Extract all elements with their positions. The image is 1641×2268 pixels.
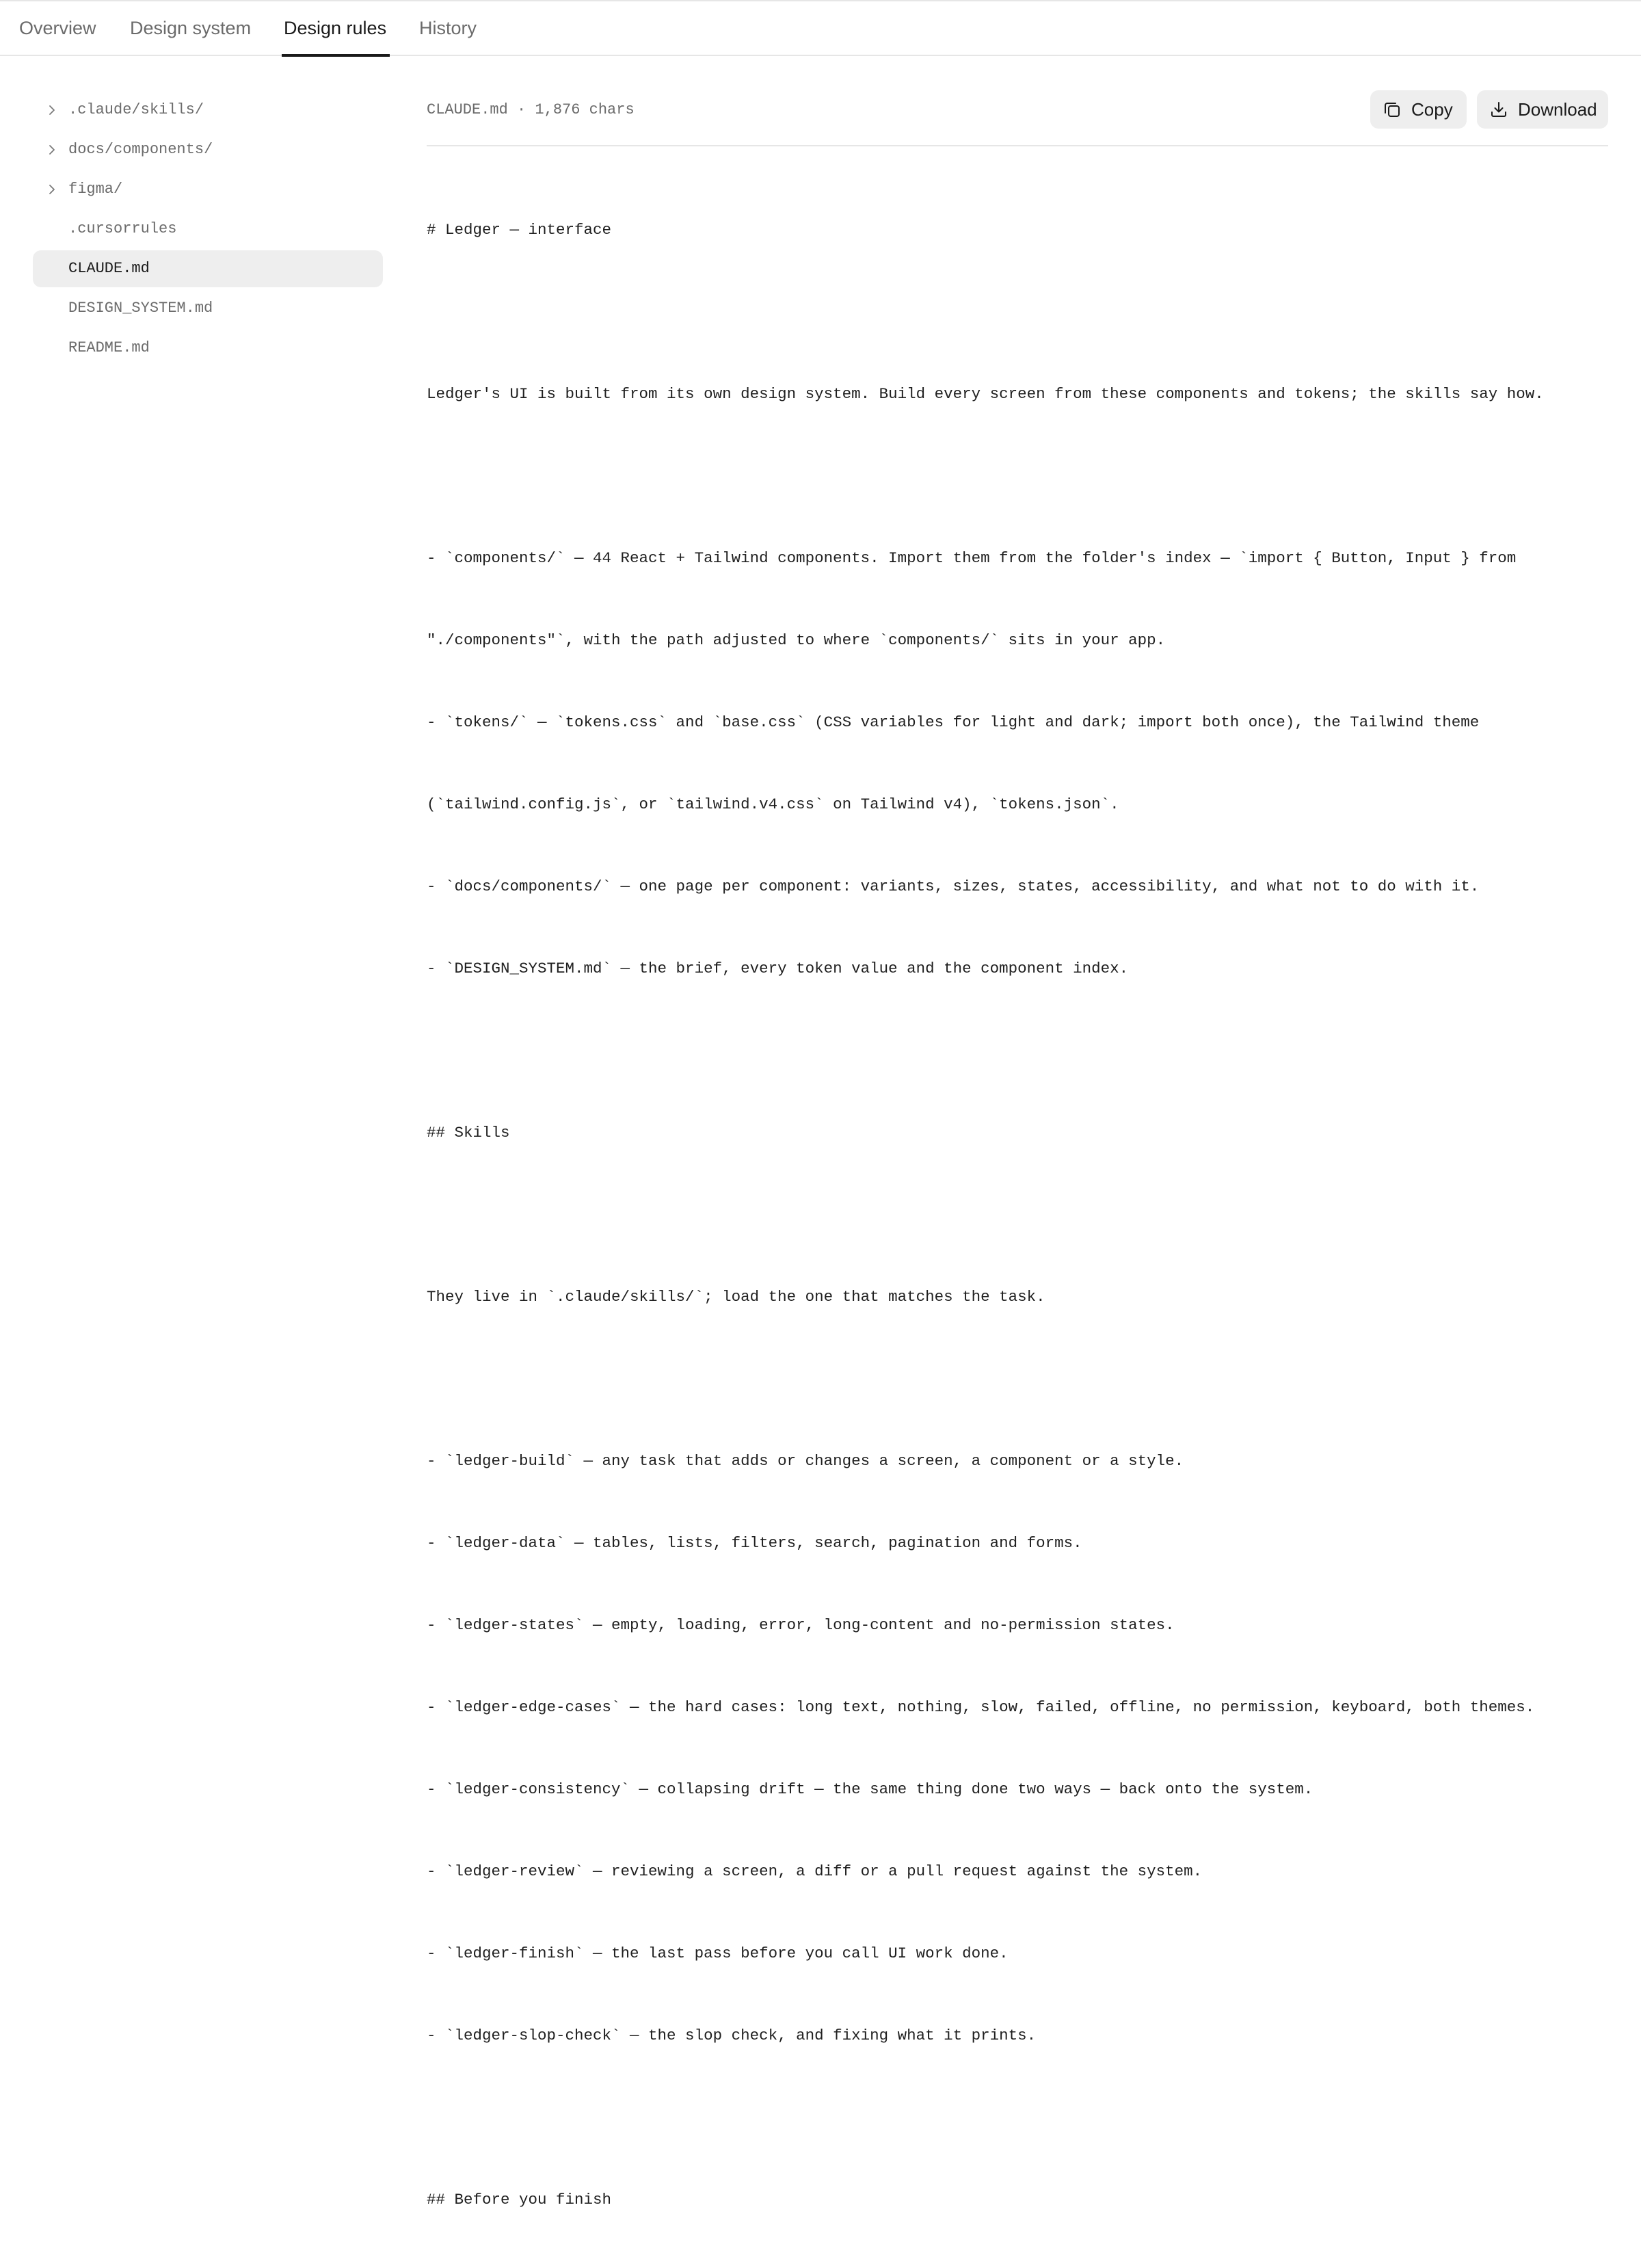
tree-folder-claude-skills[interactable] bbox=[33, 92, 383, 129]
tab-history[interactable]: History bbox=[419, 18, 477, 38]
chevron-right-icon bbox=[46, 144, 57, 156]
doc-line: "./components"`, with the path adjusted to where `components/` sits in your app. bbox=[427, 631, 1166, 649]
doc-line: - `ledger-states` — empty, loading, error, long-content and no-permission states. bbox=[427, 1616, 1175, 1634]
tab-overview[interactable]: Overview bbox=[19, 18, 96, 38]
tree-item-label: docs/components/ bbox=[68, 141, 213, 158]
doc-line: - `docs/components/` — one page per component: variants, sizes, states, accessibility, and what not to do with it. bbox=[427, 878, 1480, 895]
download-button-label: Download bbox=[1518, 99, 1597, 120]
tree-folder-docs-components[interactable] bbox=[33, 131, 383, 168]
doc-line: - `ledger-consistency` — collapsing drift — the same thing done two ways — back onto the system. bbox=[427, 1780, 1313, 1798]
doc-line: - `ledger-slop-check` — the slop check, and fixing what it prints. bbox=[427, 2027, 1037, 2044]
tree-item-label: README.md bbox=[68, 339, 150, 356]
file-tree bbox=[33, 92, 383, 369]
active-tab-indicator bbox=[282, 54, 390, 57]
download-icon bbox=[1489, 100, 1508, 119]
doc-line: (`tailwind.config.js`, or `tailwind.v4.css` on Tailwind v4), `tokens.json`. bbox=[427, 795, 1119, 813]
doc-line bbox=[427, 1201, 1608, 1228]
doc-line: They live in `.claude/skills/`; load the one that matches the task. bbox=[427, 1288, 1045, 1306]
tree-file-cursorrules[interactable] bbox=[33, 211, 383, 248]
doc-line bbox=[427, 1365, 1608, 1393]
doc-line bbox=[427, 2104, 1608, 2131]
doc-line: ## Skills bbox=[427, 1124, 510, 1142]
tree-item-label: .cursorrules bbox=[68, 220, 177, 237]
copy-icon bbox=[1383, 100, 1402, 119]
doc-line: - `tokens/` — `tokens.css` and `base.css` (CSS variables for light and dark; import both once), the Tailwind theme bbox=[427, 713, 1480, 731]
file-viewer bbox=[427, 90, 1608, 2208]
doc-line bbox=[427, 298, 1608, 326]
doc-line: # Ledger — interface bbox=[427, 221, 612, 239]
tab-bar bbox=[0, 1, 1641, 56]
download-button[interactable] bbox=[1477, 90, 1608, 129]
chevron-right-icon bbox=[46, 104, 57, 116]
doc-line: - `ledger-finish` — the last pass before you call UI work done. bbox=[427, 1944, 1009, 1962]
tree-item-label: .claude/skills/ bbox=[68, 101, 204, 118]
file-meta: CLAUDE.md · 1,876 chars bbox=[427, 101, 635, 118]
doc-line bbox=[427, 1037, 1608, 1064]
copy-button-label: Copy bbox=[1411, 99, 1453, 120]
tree-file-readme-md[interactable] bbox=[33, 330, 383, 367]
tree-folder-figma[interactable] bbox=[33, 171, 383, 208]
doc-line: Ledger's UI is built from its own design system. Build every screen from these components and tokens; the skills say how. bbox=[427, 385, 1544, 403]
markdown-content bbox=[427, 161, 1608, 2268]
tree-item-label: CLAUDE.md bbox=[68, 260, 150, 277]
tab-design-system[interactable]: Design system bbox=[130, 18, 252, 38]
doc-line bbox=[427, 462, 1608, 490]
doc-line: - `ledger-review` — reviewing a screen, a diff or a pull request against the system. bbox=[427, 1862, 1203, 1880]
copy-button[interactable] bbox=[1370, 90, 1467, 129]
tree-item-label: figma/ bbox=[68, 181, 123, 198]
doc-line: - `components/` — 44 React + Tailwind components. Import them from the folder's index — `import { Button, Input } from bbox=[427, 549, 1517, 567]
file-header bbox=[427, 90, 1608, 146]
doc-line: - `ledger-build` — any task that adds or changes a screen, a component or a style. bbox=[427, 1452, 1184, 1470]
tree-file-claude-md[interactable] bbox=[33, 250, 383, 287]
chevron-right-icon bbox=[46, 183, 57, 196]
tab-design-rules[interactable]: Design rules bbox=[284, 18, 387, 38]
doc-line: - `ledger-edge-cases` — the hard cases: long text, nothing, slow, failed, offline, no permission, keyboard, both themes. bbox=[427, 1698, 1535, 1716]
tree-item-label: DESIGN_SYSTEM.md bbox=[68, 300, 213, 317]
doc-line: ## Before you finish bbox=[427, 2191, 612, 2208]
doc-line: - `DESIGN_SYSTEM.md` — the brief, every token value and the component index. bbox=[427, 960, 1129, 977]
tree-file-design-system-md[interactable] bbox=[33, 290, 383, 327]
doc-line: - `ledger-data` — tables, lists, filters, search, pagination and forms. bbox=[427, 1534, 1082, 1552]
